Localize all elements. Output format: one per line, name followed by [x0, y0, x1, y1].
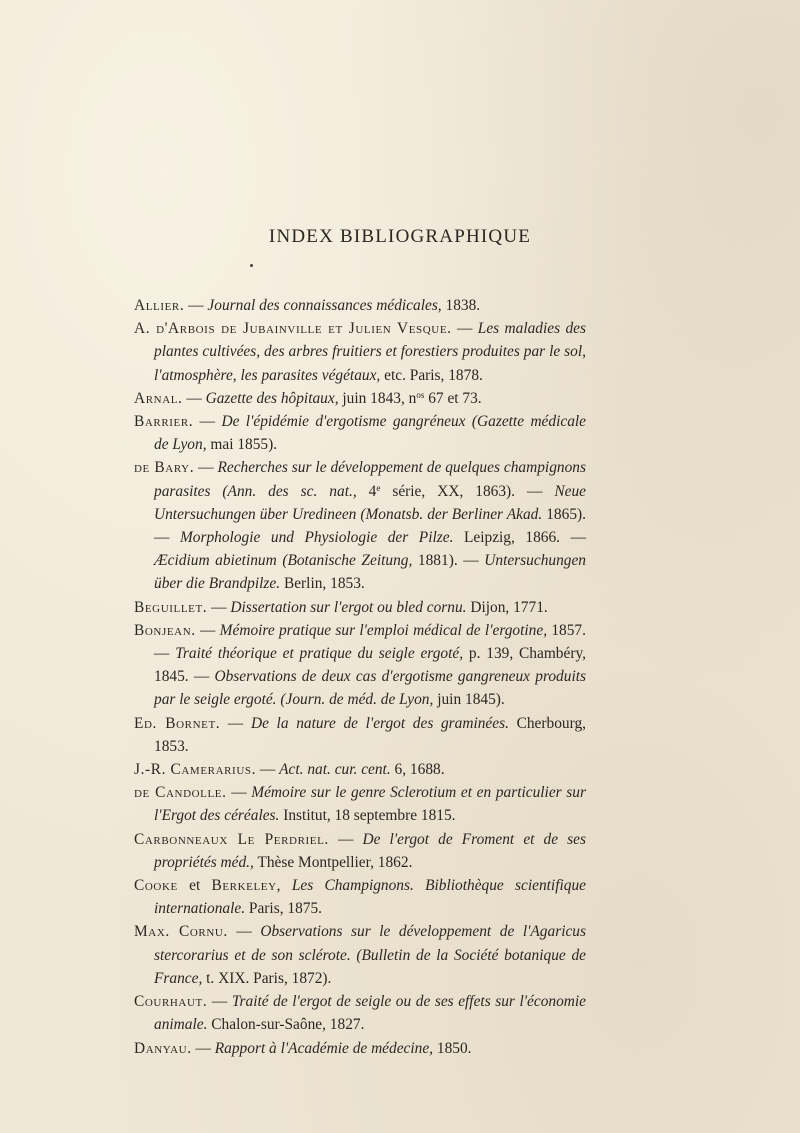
bibliography-entry	[134, 828, 586, 874]
entry-title: Mémoire pratique sur l'emploi médical de l'ergotine,	[219, 621, 548, 639]
entry-title: Gazette des hôpitaux,	[205, 389, 339, 407]
entry-author: Cooke	[134, 877, 178, 895]
entry-title: Æcidium abietinum (Botanische Zeitung,	[154, 552, 413, 570]
entry-text: Dijon, 1771.	[466, 598, 548, 616]
bibliography-entry	[134, 294, 586, 317]
entry-text: e	[376, 482, 381, 493]
entry-text: Leipzig, 1866. —	[453, 529, 586, 547]
entry-text: Berlin, 1853.	[280, 575, 365, 593]
entry-text: 1881). —	[412, 552, 485, 570]
entry-text: —	[227, 923, 261, 941]
entry-text: Paris, 1875.	[245, 900, 323, 918]
bibliography-entry	[134, 990, 586, 1036]
entry-text: juin 1843, n	[338, 389, 417, 407]
entry-title: Les Champignons. Bibliothèque scientifique internationale.	[154, 877, 586, 918]
entry-text: —	[207, 598, 231, 616]
ink-speck	[250, 264, 253, 267]
entry-text: —	[328, 830, 363, 848]
entry-text: 1865). —	[154, 505, 586, 547]
entry-text: —	[220, 714, 251, 732]
entry-text: t. XIX. Paris, 1872).	[202, 969, 332, 987]
entry-text: série, XX, 1863). —	[380, 482, 555, 500]
entry-text: p. 139, Chambéry, 1845. —	[154, 645, 586, 686]
entry-text: —	[193, 413, 222, 431]
bibliography-entry	[134, 920, 586, 990]
entry-author: Bonjean.	[134, 621, 196, 639]
entry-text: —	[226, 784, 252, 802]
entry-text: 1850.	[433, 1039, 472, 1057]
entry-author: J.-R. Camerarius.	[134, 761, 257, 779]
entry-text: 4	[356, 482, 377, 500]
bibliography-entry	[134, 781, 586, 827]
entry-author: Beguillet.	[134, 598, 208, 616]
entry-text: —	[195, 621, 220, 639]
entry-text: 67 et 73.	[424, 389, 482, 407]
entry-title: Recherches sur le développement de quelques champignons parasites (Ann. des sc. nat.,	[154, 459, 586, 500]
entry-text: Chalon-sur-Saône, 1827.	[207, 1016, 365, 1034]
entry-title: Les maladies des plantes cultivées, des arbres fruitiers et forestiers produites par le sol, l'atmosphère, les parasites végétaux,	[154, 320, 586, 384]
entry-text: —	[451, 320, 478, 338]
entry-text: —	[182, 389, 206, 407]
entry-text: ,	[276, 877, 292, 895]
page-title: INDEX BIBLIOGRAPHIQUE	[268, 226, 532, 247]
entry-title: Observations sur le développement de l'Agaricus stercorarius et de son sclérote. (Bulletin de la Société botanique de France,	[154, 923, 586, 987]
bibliography-entry	[134, 456, 586, 595]
entry-author: de Bary.	[134, 459, 195, 477]
entry-author: Allier.	[134, 297, 185, 314]
entry-title: Morphologie und Physiologie der Pilze.	[179, 529, 454, 547]
entry-title: Rapport à l'Académie de médecine,	[214, 1039, 434, 1057]
entry-text: et	[177, 877, 212, 895]
entry-title: Act. nat. cur. cent.	[279, 761, 391, 779]
entry-title: Mémoire sur le genre Sclerotium et en particulier sur l'Ergot des céréales.	[154, 784, 586, 825]
entry-author: Ed. Bornet.	[134, 714, 221, 732]
bibliography-entry	[134, 619, 586, 712]
entry-author: Carbonneaux Le Perdriel.	[134, 830, 329, 848]
entry-text: 1857. —	[154, 621, 586, 663]
entry-text: Thèse Montpellier, 1862.	[253, 853, 413, 871]
entry-title: Neue Untersuchungen über Uredineen (Monatsb. der Berliner Akad.	[154, 482, 587, 523]
entry-author: Barrier.	[134, 413, 194, 431]
entry-title: Journal des connaissances médicales,	[207, 297, 442, 314]
entry-text: juin 1845).	[433, 691, 505, 709]
entry-text: mai 1855).	[206, 436, 278, 454]
entry-author: Max. Cornu.	[134, 923, 228, 941]
bibliography-entry	[134, 317, 586, 387]
entry-coauthor: Berkeley	[211, 877, 277, 895]
entry-text: —	[184, 297, 208, 314]
entry-title: Dissertation sur l'ergot ou bled cornu.	[230, 598, 467, 616]
entry-title: De l'ergot de Froment et de ses propriétés méd.,	[154, 830, 586, 871]
bibliography-entry	[134, 410, 586, 456]
bibliography-entry	[134, 874, 586, 920]
entry-text: 6, 1688.	[390, 761, 445, 779]
bibliography-entry	[134, 758, 586, 781]
entry-text: etc. Paris, 1878.	[380, 366, 483, 384]
entry-author: A. d'Arbois de Jubainville et Julien Vesque.	[134, 320, 452, 338]
bibliography-entry	[134, 387, 586, 410]
entry-text: Cherbourg, 1853.	[154, 714, 586, 755]
entry-title: Untersuchungen über die Brandpilze.	[154, 552, 586, 593]
entry-author: de Candolle.	[134, 784, 227, 802]
bibliography-list	[134, 294, 586, 1060]
entry-text: —	[207, 993, 232, 1011]
entry-text: —	[256, 761, 280, 779]
entry-author: Arnal.	[134, 389, 183, 407]
bibliography-entry	[134, 712, 586, 758]
entry-author: Courhaut.	[134, 993, 208, 1011]
entry-text: os	[416, 389, 425, 400]
entry-title: Traité de l'ergot de seigle ou de ses effets sur l'économie animale.	[154, 993, 587, 1034]
entry-text: Institut, 18 septembre 1815.	[279, 807, 456, 825]
entry-author: Danyau.	[134, 1039, 192, 1057]
entry-title: De l'épidémie d'ergotisme gangréneux (Gazette médicale de Lyon,	[154, 413, 586, 454]
bibliography-entry	[134, 1037, 586, 1060]
bibliography-entry	[134, 596, 586, 619]
entry-text: —	[191, 1039, 215, 1057]
entry-text: 1838.	[441, 297, 481, 314]
entry-title: Traité théorique et pratique du seigle ergoté,	[175, 645, 464, 663]
entry-title: De la nature de l'ergot des graminées.	[250, 714, 509, 732]
entry-text: —	[194, 459, 218, 477]
entry-title: Observations de deux cas d'ergotisme gangreneux produits par le seigle ergoté. (Journ. de méd. de Lyon,	[154, 668, 586, 709]
